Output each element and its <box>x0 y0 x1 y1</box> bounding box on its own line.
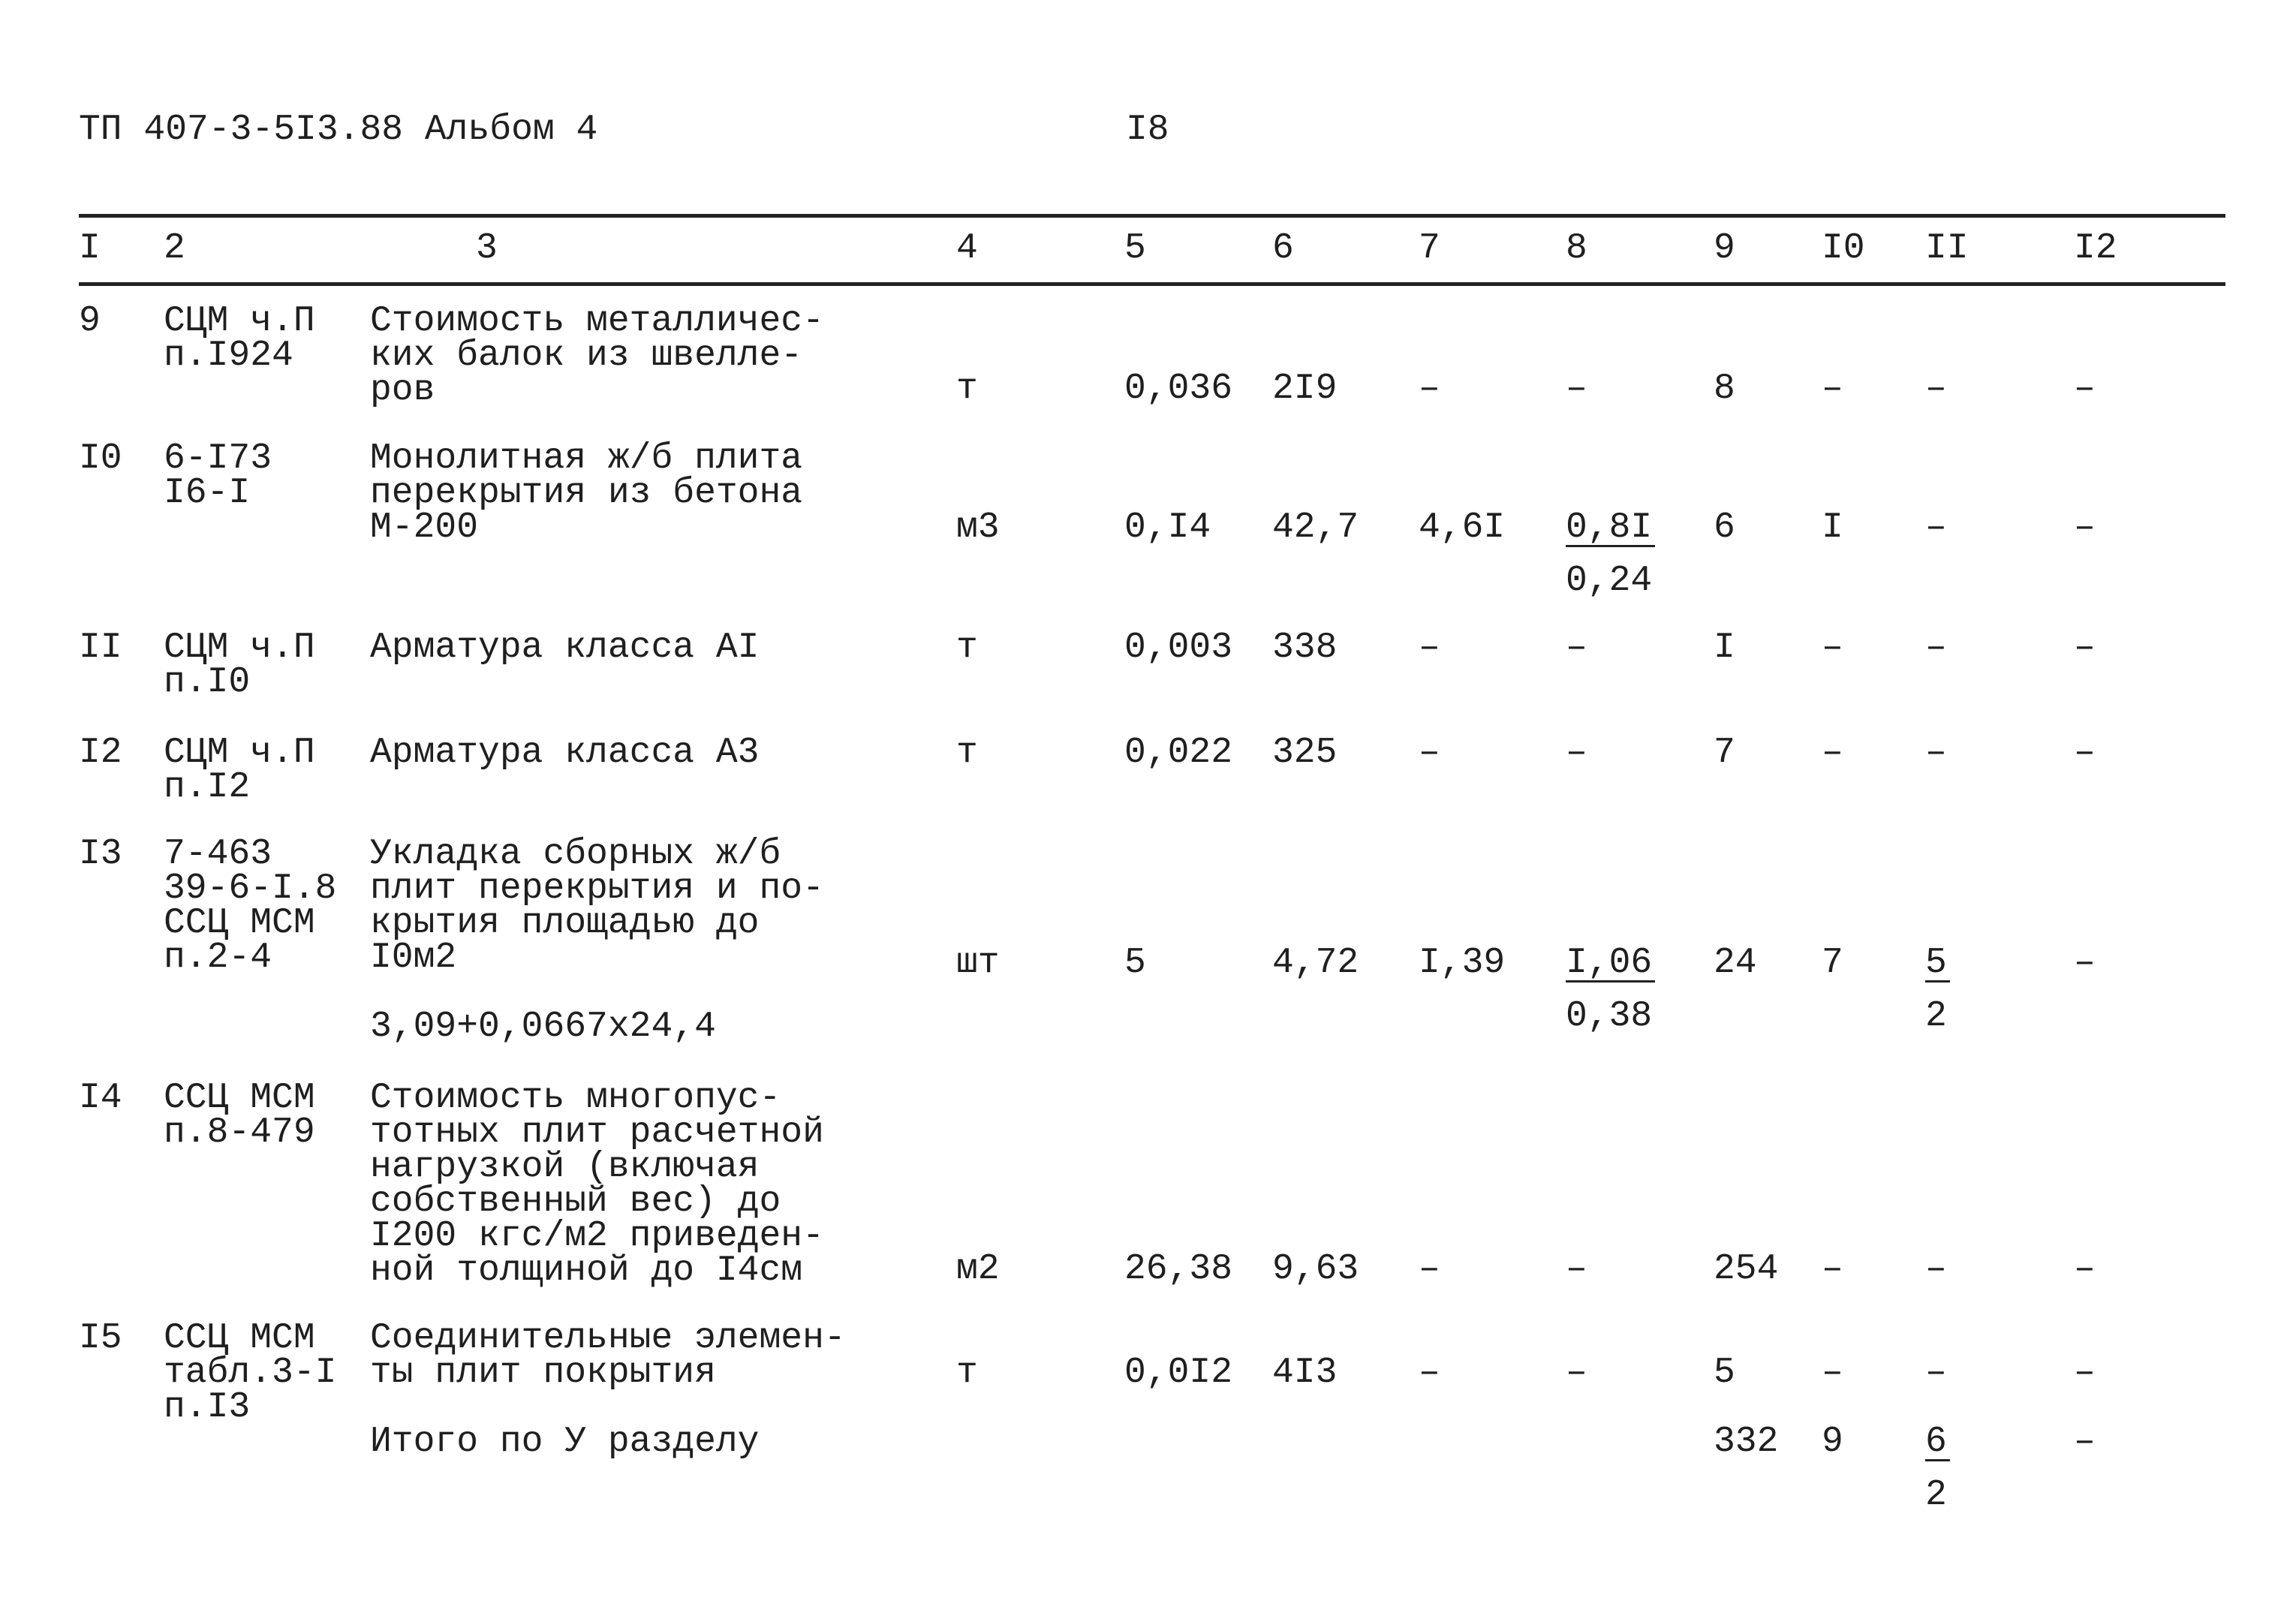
norm-reference: 7-463 39-6-I.8 ССЦ МСМ п.2-4 <box>164 834 337 978</box>
unit: т <box>956 369 978 409</box>
col8-fraction <box>1566 943 1655 1037</box>
total-col11-denominator: 2 <box>1925 1475 1947 1515</box>
col8-numerator: 0,8I <box>1566 510 1655 547</box>
col11-value: – <box>1925 1249 1947 1290</box>
col10-value: – <box>1822 733 1843 773</box>
row-number: I5 <box>79 1318 122 1359</box>
col6-value: 4,72 <box>1272 943 1359 983</box>
col10-value: – <box>1822 627 1843 668</box>
col9-value: I <box>1714 627 1735 668</box>
col10-value: I <box>1822 507 1843 548</box>
quantity: 5 <box>1124 943 1146 983</box>
col8-numerator: I,06 <box>1566 946 1655 983</box>
quantity: 0,I4 <box>1124 507 1211 548</box>
row-number: II <box>79 627 122 668</box>
work-description: Укладка сборных ж/б плит перекрытия и по- крытия площадью до I0м2 <box>370 834 824 978</box>
unit: т <box>956 627 978 668</box>
col9-value: 254 <box>1714 1249 1779 1290</box>
col12-value: – <box>2074 1353 2096 1393</box>
row-number: I3 <box>79 834 122 874</box>
col11-value: – <box>1925 507 1947 548</box>
col10-value: – <box>1822 369 1843 409</box>
col6-value: 42,7 <box>1272 507 1359 548</box>
unit: т <box>956 1353 978 1393</box>
norm-reference: ССЦ МСМ табл.3-I п.I3 <box>164 1318 337 1428</box>
norm-reference: СЦМ ч.П п.I924 <box>164 301 315 376</box>
col9-value: 5 <box>1714 1353 1735 1393</box>
work-description: Арматура класса АI <box>370 627 760 668</box>
col8-value: – <box>1566 627 1587 668</box>
col7-value: – <box>1419 369 1440 409</box>
col7-value: I,39 <box>1419 943 1506 983</box>
col8-value: – <box>1566 1353 1587 1393</box>
col11-value: – <box>1925 369 1947 409</box>
row-number: I0 <box>79 438 122 479</box>
unit: м2 <box>956 1249 1000 1290</box>
col8-value: – <box>1566 1249 1587 1290</box>
col-header-7: 7 <box>1419 228 1440 269</box>
row-number: I2 <box>79 733 122 773</box>
work-description: Стоимость многопус- тотных плит расчетной нагрузкой (включая собственный вес) до I200 кгс/м2 приведен- ной толщиной до I4см <box>370 1078 824 1291</box>
col8-fraction <box>1566 507 1655 601</box>
col11-numerator: 5 <box>1925 946 1950 983</box>
col8-denominator: 0,24 <box>1566 561 1653 601</box>
col10-value: – <box>1822 1249 1843 1290</box>
col11-denominator: 2 <box>1925 996 1947 1037</box>
col11-value: – <box>1925 733 1947 773</box>
unit: м3 <box>956 507 1000 548</box>
norm-reference: 6-I73 I6-I <box>164 438 272 513</box>
quantity: 0,036 <box>1124 369 1233 409</box>
total-col9: 332 <box>1714 1422 1779 1462</box>
col9-value: 7 <box>1714 733 1735 773</box>
col10-value: – <box>1822 1353 1843 1393</box>
unit: шт <box>956 943 1000 983</box>
col6-value: 9,63 <box>1272 1249 1359 1290</box>
col12-value: – <box>2074 733 2096 773</box>
work-description: Стоимость металличес- ких балок из швелле- ров <box>370 301 824 411</box>
col7-value: – <box>1419 1353 1440 1393</box>
quantity: 0,0I2 <box>1124 1353 1233 1393</box>
total-col11-fraction <box>1925 1422 1950 1515</box>
col-header-3: 3 <box>476 228 498 269</box>
total-col10: 9 <box>1822 1422 1843 1462</box>
col8-value: – <box>1566 733 1587 773</box>
col-header-12: I2 <box>2074 228 2117 269</box>
col-header-10: I0 <box>1822 228 1865 269</box>
col-header-6: 6 <box>1272 228 1294 269</box>
norm-reference: СЦМ ч.П п.I0 <box>164 627 315 703</box>
work-description: Монолитная ж/б плита перекрытия из бетона М-200 <box>370 438 803 548</box>
col7-value: – <box>1419 1249 1440 1290</box>
col6-value: 325 <box>1272 733 1338 773</box>
col-header-11: II <box>1925 228 1969 269</box>
col-header-2: 2 <box>164 228 185 269</box>
norm-reference: ССЦ МСМ п.8-479 <box>164 1078 315 1153</box>
work-description: Соединительные элемен- ты плит покрытия <box>370 1318 846 1393</box>
row-number: 9 <box>79 301 101 342</box>
col6-value: 4I3 <box>1272 1353 1338 1393</box>
total-label: Итого по У разделу <box>370 1422 760 1462</box>
col-header-9: 9 <box>1714 228 1735 269</box>
col12-value: – <box>2074 507 2096 548</box>
col7-value: – <box>1419 627 1440 668</box>
col9-value: 8 <box>1714 369 1735 409</box>
col8-value: – <box>1566 369 1587 409</box>
col11-value: – <box>1925 1353 1947 1393</box>
col-header-4: 4 <box>956 228 978 269</box>
col7-value: 4,6I <box>1419 507 1506 548</box>
col9-value: 24 <box>1714 943 1757 983</box>
row-number: I4 <box>79 1078 122 1118</box>
norm-reference: СЦМ ч.П п.I2 <box>164 733 315 808</box>
col12-value: – <box>2074 627 2096 668</box>
col9-value: 6 <box>1714 507 1735 548</box>
unit: т <box>956 733 978 773</box>
col10-value: 7 <box>1822 943 1843 983</box>
col11-value: – <box>1925 627 1947 668</box>
col11-fraction <box>1925 943 1950 1037</box>
quantity: 26,38 <box>1124 1249 1233 1290</box>
total-col11-numerator: 6 <box>1925 1425 1950 1461</box>
col12-value: – <box>2074 943 2096 983</box>
quantity: 0,003 <box>1124 627 1233 668</box>
total-col12: – <box>2074 1422 2096 1462</box>
work-description: Арматура класса А3 <box>370 733 760 773</box>
document-reference: ТП 407-3-5I3.88 Альбом 4 <box>79 110 598 150</box>
table-top-rule <box>79 214 2225 218</box>
col12-value: – <box>2074 369 2096 409</box>
col6-value: 2I9 <box>1272 369 1338 409</box>
col12-value: – <box>2074 1249 2096 1290</box>
col8-denominator: 0,38 <box>1566 996 1653 1037</box>
calculation-formula: 3,09+0,0667х24,4 <box>370 1007 716 1047</box>
quantity: 0,022 <box>1124 733 1233 773</box>
table-header-rule <box>79 282 2225 286</box>
col7-value: – <box>1419 733 1440 773</box>
col-header-1: I <box>79 228 101 269</box>
page-number: I8 <box>1126 110 1169 150</box>
col-header-5: 5 <box>1124 228 1146 269</box>
col6-value: 338 <box>1272 627 1338 668</box>
col-header-8: 8 <box>1566 228 1587 269</box>
